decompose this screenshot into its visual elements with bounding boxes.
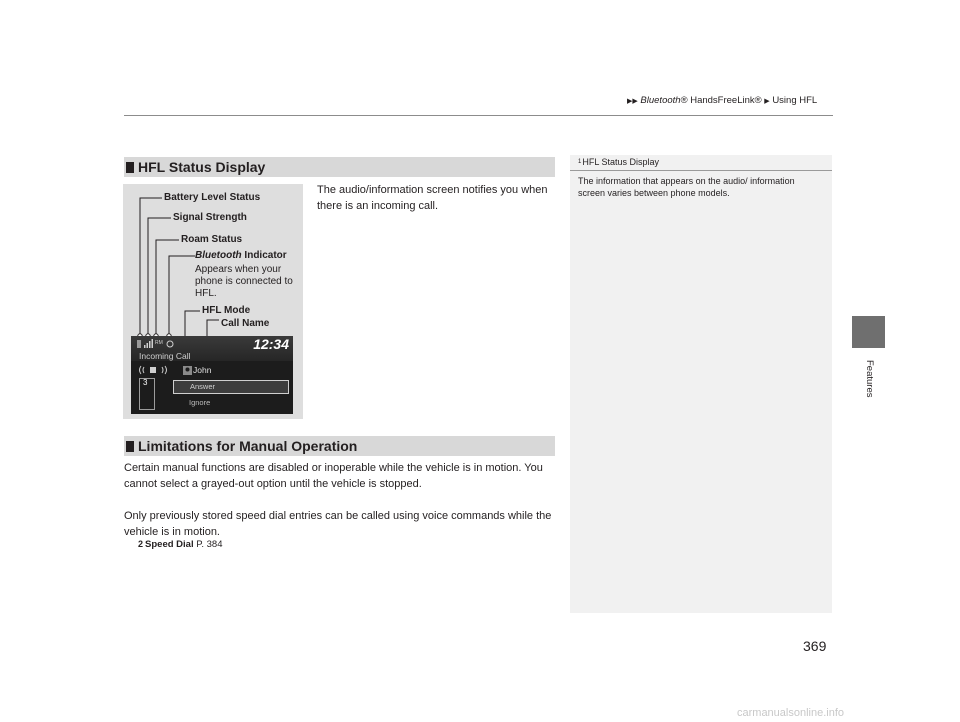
signal-strength-icon	[144, 339, 153, 348]
cross-reference-speed-dial[interactable]: 2 Speed Dial P. 384	[138, 539, 223, 550]
label-hfl-mode: HFL Mode	[202, 305, 251, 316]
chapter-tab-marker	[852, 316, 885, 348]
chapter-tab-label: Features	[864, 360, 875, 398]
bluetooth-indicator-description: Appears when your phone is connected to HFL.	[195, 264, 293, 299]
limitations-paragraph-2: Only previously stored speed dial entries can be called using voice commands while the vehicle is in motion.	[124, 510, 552, 538]
side-note-rule	[570, 170, 832, 171]
header-rule	[124, 115, 833, 116]
breadcrumb-arrow: ▶▶	[627, 98, 638, 105]
callout-roam	[156, 240, 179, 336]
section-heading-hfl-status: HFL Status Display	[124, 157, 555, 177]
screen-incoming-call: Incoming Call	[139, 351, 191, 361]
hfl-mode-icon	[137, 365, 169, 375]
side-note-panel	[570, 155, 832, 613]
limitations-paragraph-1: Certain manual functions are disabled or inoperable while the vehicle is in motion. You cannot select a grayed-out option until the vehicle is stopped.	[124, 462, 543, 490]
callout-battery	[140, 198, 162, 336]
breadcrumb-arrow: ▶	[764, 98, 770, 105]
xref-arrow-icon: 2	[138, 539, 144, 549]
label-call-name: Call Name	[221, 318, 270, 329]
watermark: carmanualsonline.info	[737, 707, 845, 719]
roam-icon: RM	[155, 340, 163, 346]
heading-square-icon	[126, 162, 134, 173]
side-note-text: The information that appears on the audio/ information screen varies between phone models.	[578, 176, 795, 198]
page-number: 369	[803, 638, 827, 654]
callout-signal	[148, 218, 171, 336]
status-icons	[137, 338, 177, 350]
breadcrumb-bluetooth: Bluetooth	[640, 95, 681, 106]
screen-ignore-option: Ignore	[189, 398, 211, 407]
screen-answer-option: Answer	[173, 380, 289, 394]
label-bluetooth-indicator: Bluetooth Indicator	[195, 250, 287, 261]
screen-caller-name: John	[193, 365, 212, 375]
keypad-digit: 3	[143, 378, 148, 387]
section-heading-limitations: Limitations for Manual Operation	[124, 436, 555, 456]
bluetooth-icon	[167, 341, 173, 347]
heading-square-icon	[126, 441, 134, 452]
callout-bluetooth	[169, 256, 195, 336]
intro-paragraph: The audio/information screen notifies you when there is an incoming call.	[317, 184, 548, 212]
side-note-title: $^1$HFL Status Display	[578, 157, 660, 167]
label-roam-status: Roam Status	[181, 234, 243, 245]
label-signal-strength: Signal Strength	[173, 212, 247, 223]
chapter-tab	[851, 360, 887, 398]
screen-clock: 12:34	[253, 336, 289, 352]
hfl-screen-image	[131, 336, 293, 414]
contact-icon	[183, 366, 192, 375]
label-battery-level: Battery Level Status	[164, 192, 261, 203]
battery-icon	[137, 340, 141, 348]
breadcrumb: ▶▶ Bluetooth® HandsFreeLink® ▶ Using HFL	[627, 95, 818, 106]
breadcrumb-using-hfl: Using HFL	[772, 95, 818, 106]
